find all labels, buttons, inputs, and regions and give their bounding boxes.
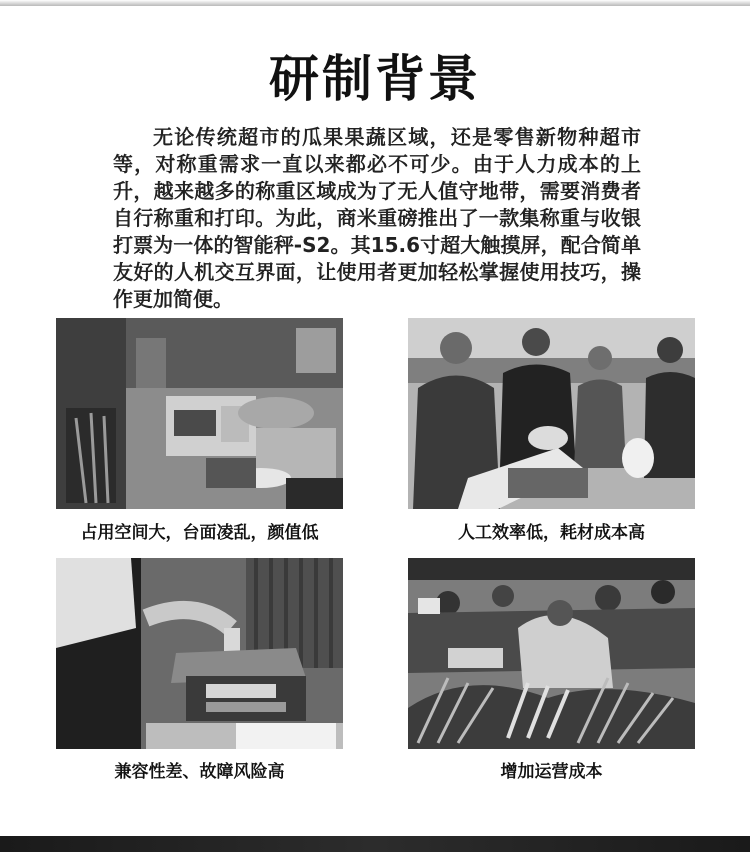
panel-caption-1: 占用空间大，台面凌乱，颜值低: [80, 523, 319, 543]
intro-paragraph: 无论传统超市的瓜果果蔬区域，还是零售新物种超市等，对称重需求一直以来都必不可少。由于人力成本的上升，越来越多的称重区域成为了无人值守地带，需要消费者自行称重和打印。为此，商米重磅推出了一款集称重与收银打票为一体的智能秤-S2。其15.6寸超大触摸屏，配合简单友好的人机交互界面，让使用者更加轻松掌握使用技巧，操作更加简便。: [113, 125, 641, 311]
panel-caption-4: 增加运营成本: [500, 762, 603, 782]
panel-caption-3: 兼容性差、故障风险高: [114, 762, 285, 782]
hand-on-old-scale-photo: [56, 558, 343, 749]
top-divider: [0, 0, 750, 6]
bottom-bar: [0, 836, 750, 852]
page-title: 研制背景: [269, 50, 481, 108]
cluttered-market-scale-photo: [56, 318, 343, 509]
shoppers-weighing-produce-photo: [408, 318, 695, 509]
vegetable-market-counter-photo: [408, 558, 695, 749]
panel-caption-2: 人工效率低，耗材成本高: [458, 523, 645, 543]
